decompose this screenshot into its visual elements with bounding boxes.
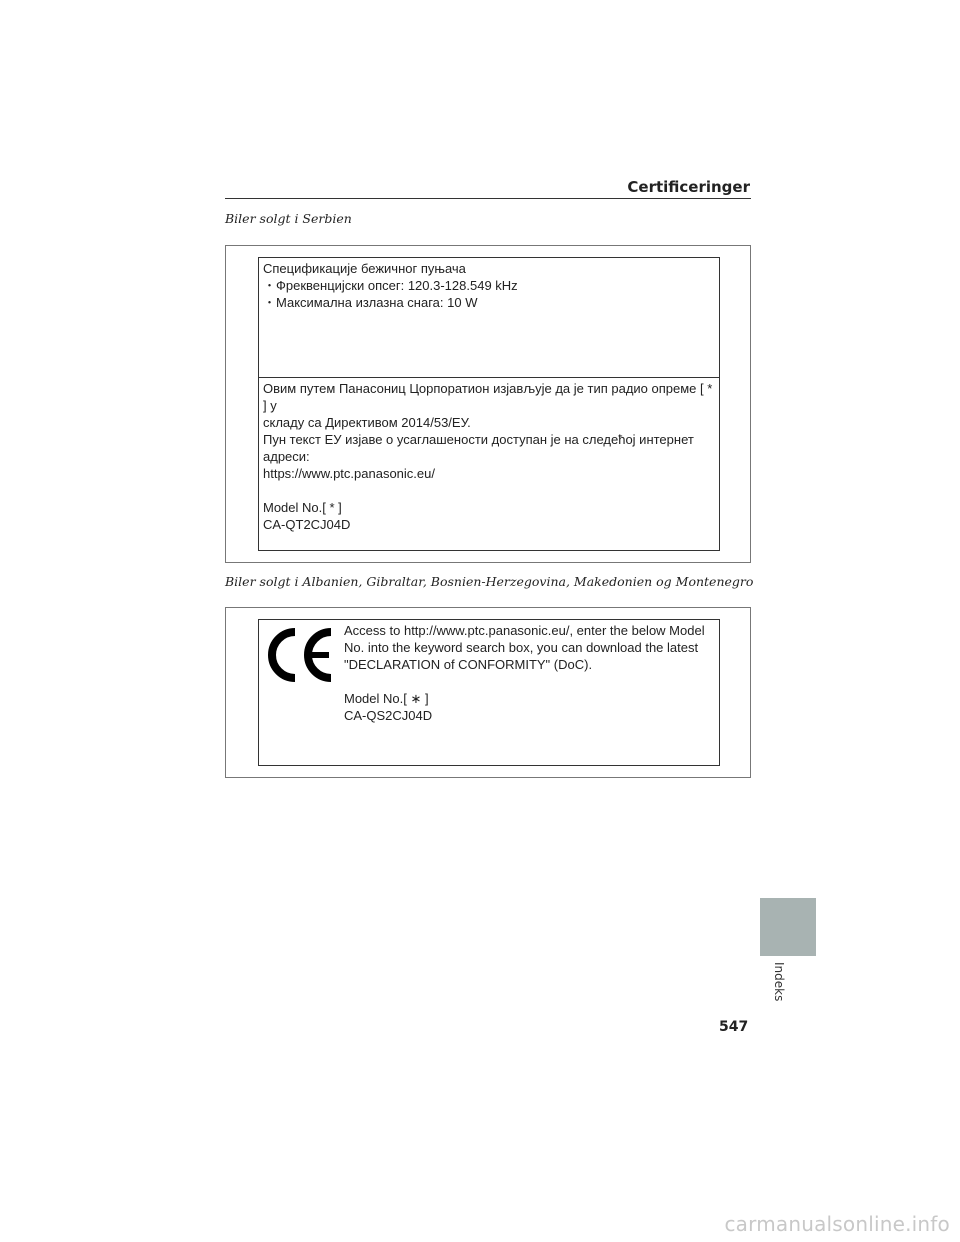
model-label: Model No.[ * ] bbox=[263, 500, 342, 515]
model-label: Model No.[ ∗ ] bbox=[344, 691, 429, 706]
section-title-serbia: Biler solgt i Serbien bbox=[225, 211, 352, 226]
page-number: 547 bbox=[719, 1019, 749, 1035]
text-line: Access to http://www.ptc.panasonic.eu/, enter the below Model bbox=[344, 623, 705, 638]
declaration-block bbox=[259, 378, 719, 535]
side-tab-label: Indeks bbox=[772, 962, 786, 1002]
header-title: Certificeringer bbox=[627, 178, 750, 196]
albania-text bbox=[344, 622, 714, 724]
spec-line: ・Максимална излазна снага: 10 W bbox=[263, 295, 478, 310]
serbia-outer-box bbox=[225, 245, 751, 563]
ce-mark-icon bbox=[265, 626, 335, 684]
spec-line: ・Фреквенцијски опсег: 120.3-128.549 kHz bbox=[263, 278, 518, 293]
side-tab bbox=[760, 898, 816, 956]
watermark: carmanualsonline.info bbox=[724, 1212, 950, 1236]
spec-line: Спецификације бежичног пуњача bbox=[263, 261, 466, 276]
text-line: No. into the keyword search box, you can download the latest bbox=[344, 640, 699, 655]
declaration-line: Овим путем Панасониц Цорпоратион изјављује да је тип радио опреме [ * ] у bbox=[263, 381, 713, 413]
spec-block bbox=[259, 258, 719, 378]
model-number: CA-QT2CJ04D bbox=[263, 517, 351, 532]
text-line: "DECLARATION of CONFORMITY" (DoC). bbox=[344, 657, 593, 672]
model-number: CA-QS2CJ04D bbox=[344, 708, 433, 723]
declaration-line: адреси: bbox=[263, 449, 310, 464]
header-rule bbox=[225, 198, 751, 199]
section-title-albania: Biler solgt i Albanien, Gibraltar, Bosnien-Herzegovina, Makedonien og Montenegro bbox=[225, 574, 754, 589]
declaration-url: https://www.ptc.panasonic.eu/ bbox=[263, 466, 435, 481]
albania-outer-box bbox=[225, 607, 751, 778]
declaration-line: Пун текст ЕУ изјаве о усаглашености доступан је на следећој интернет bbox=[263, 432, 694, 447]
serbia-inner-box bbox=[258, 257, 720, 551]
albania-inner-box bbox=[258, 619, 720, 766]
declaration-line: складу са Директивом 2014/53/ЕУ. bbox=[263, 415, 471, 430]
